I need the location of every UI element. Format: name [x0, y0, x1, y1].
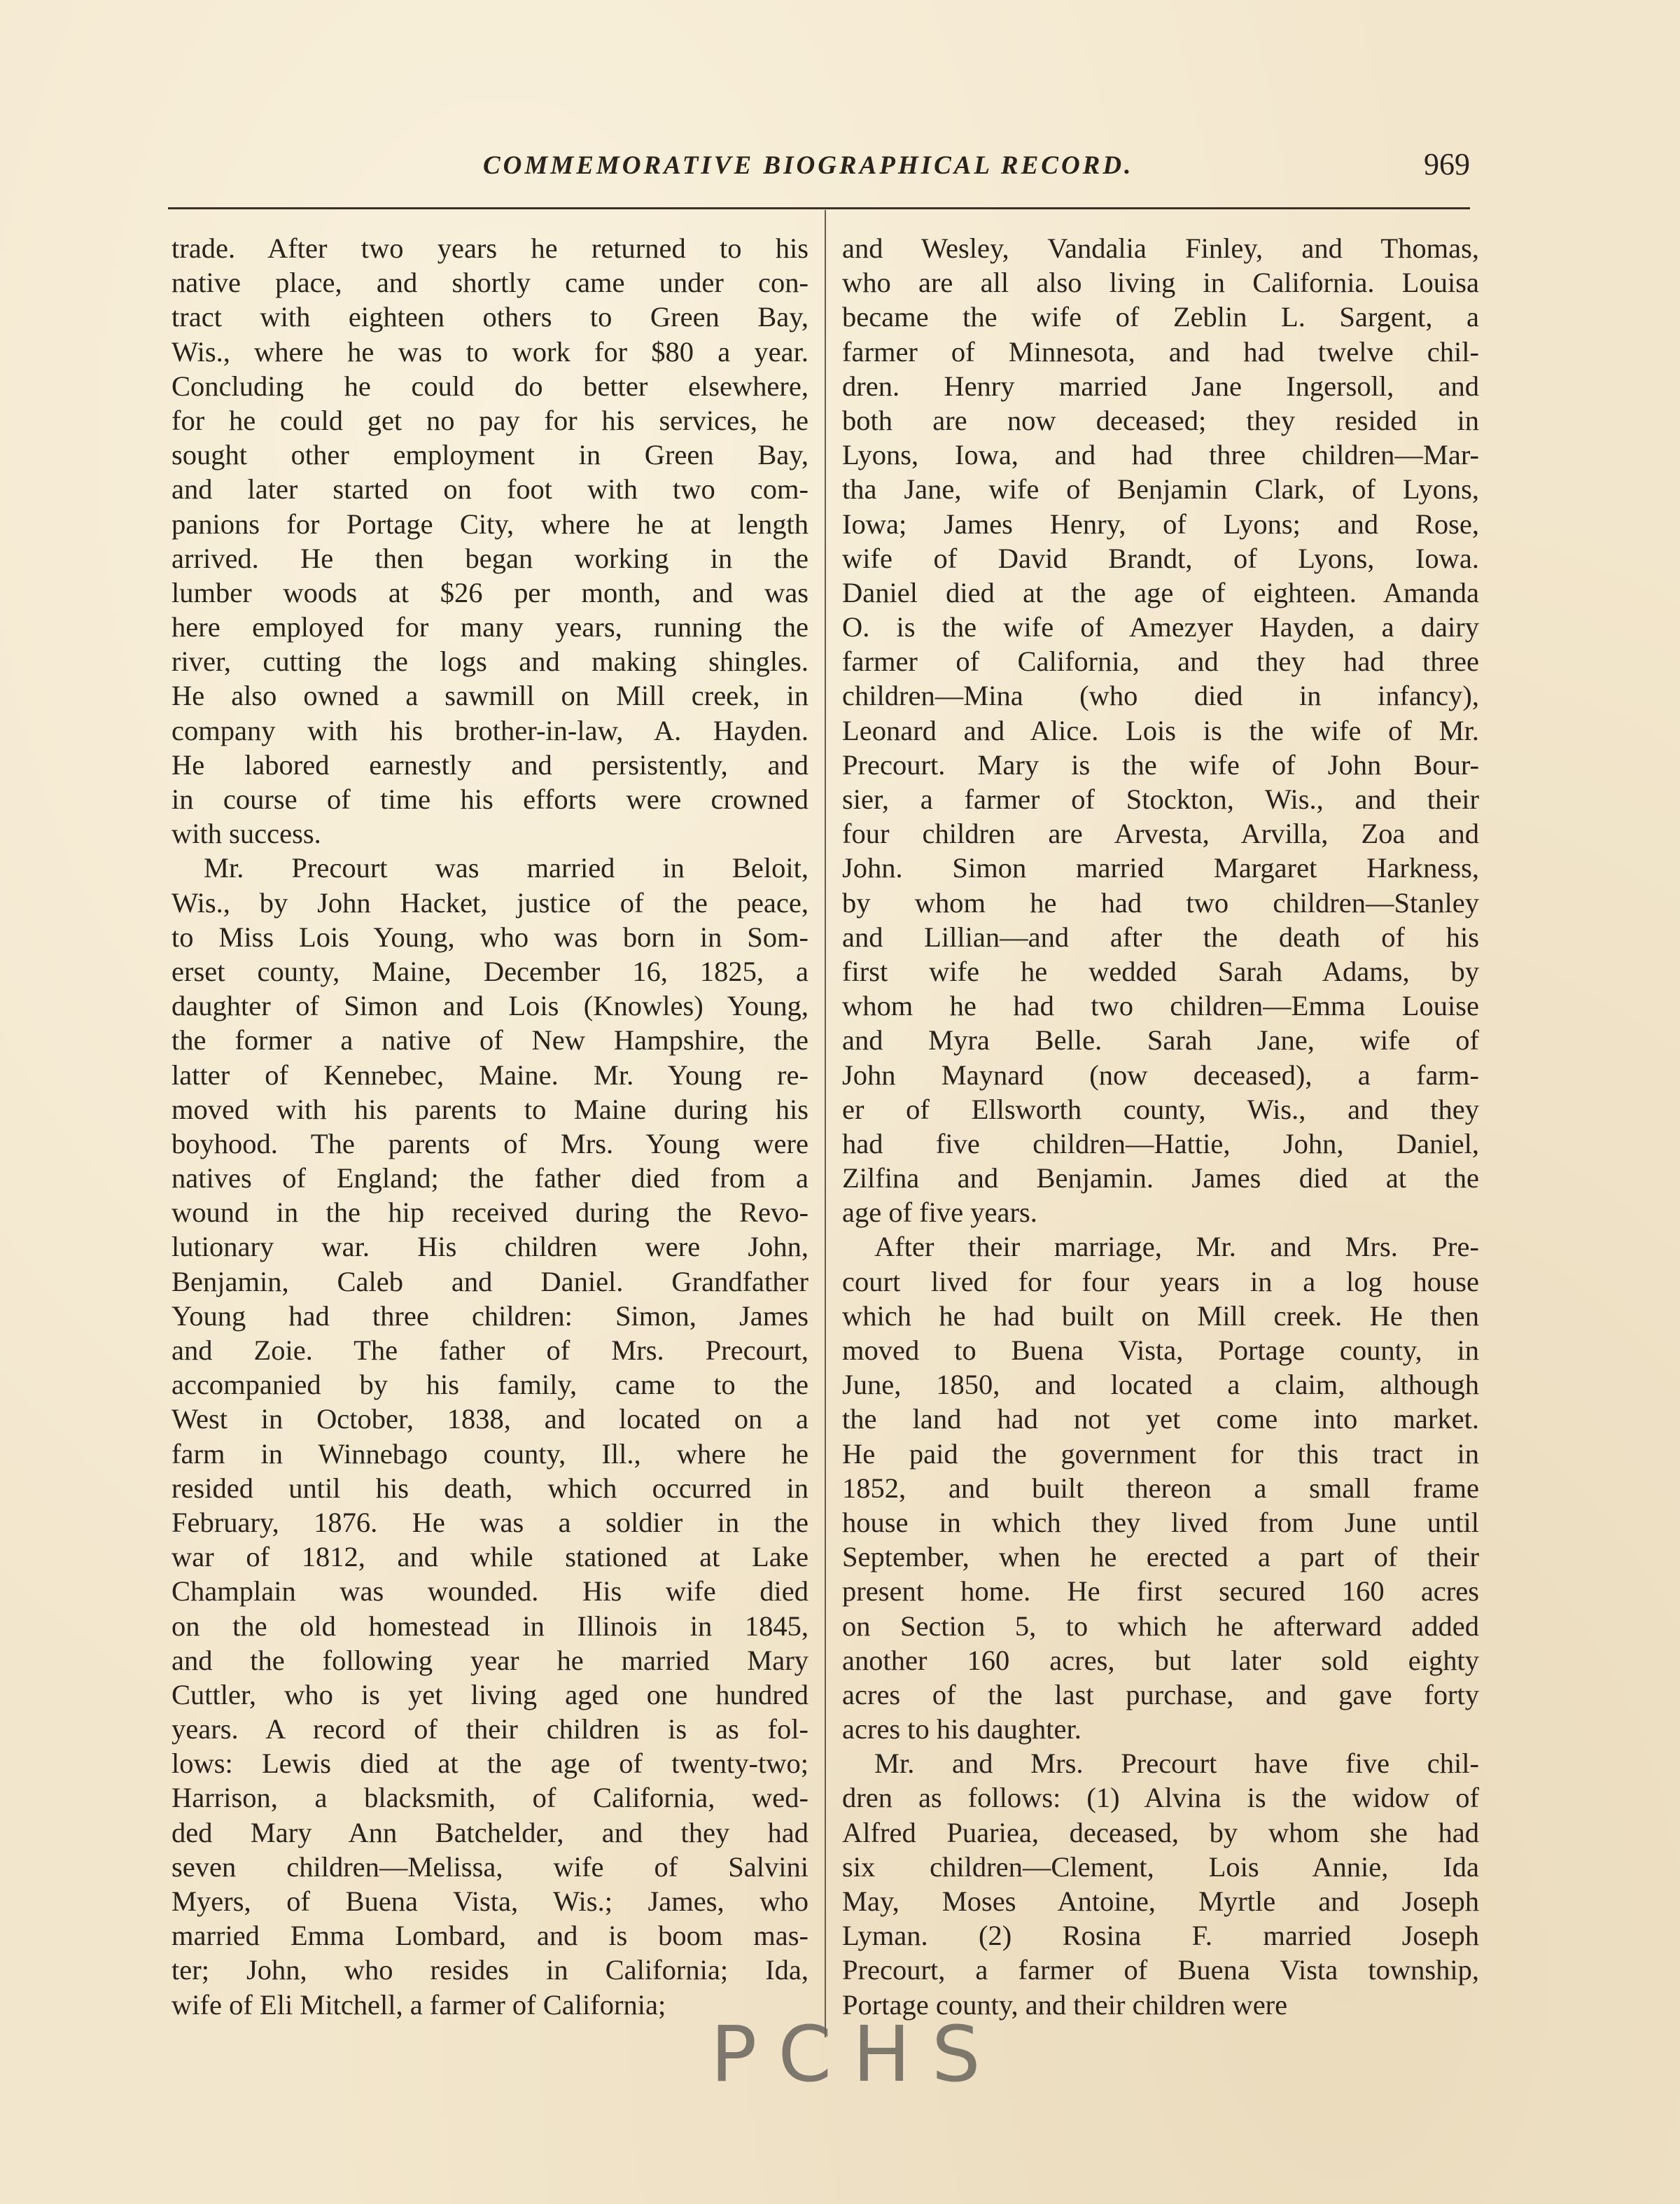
- text-line: Myers, of Buena Vista, Wis.; James, who: [172, 1885, 808, 1917]
- text-line: September, when he erected a part of their: [842, 1541, 1479, 1573]
- text-line: for he could get no pay for his services, he: [172, 404, 808, 436]
- text-line: He labored earnestly and persistently, and: [172, 748, 808, 781]
- text-line: which he had built on Mill creek. He then: [842, 1299, 1479, 1332]
- text-line: West in October, 1838, and located on a: [172, 1403, 808, 1435]
- header-rule: [168, 207, 1470, 209]
- text-line: acres to his daughter.: [842, 1713, 1082, 1745]
- text-line: erset county, Maine, December 16, 1825, a: [172, 955, 808, 987]
- text-line: became the wife of Zeblin L. Sargent, a: [842, 301, 1479, 333]
- text-line: by whom he had two children—Stanley: [842, 886, 1479, 919]
- text-line: O. is the wife of Amezyer Hayden, a dairy: [842, 611, 1479, 643]
- text-line: house in which they lived from June until: [842, 1506, 1479, 1538]
- text-line: native place, and shortly came under con-: [172, 267, 808, 299]
- text-line: lumber woods at $26 per month, and was: [172, 576, 808, 608]
- right-text-column: [842, 231, 1479, 2022]
- running-header: [168, 144, 1470, 186]
- text-line: the land had not yet come into market.: [842, 1403, 1479, 1435]
- text-line: the former a native of New Hampshire, the: [172, 1024, 808, 1056]
- text-line: Portage county, and their children were: [842, 1988, 1288, 2021]
- text-line: river, cutting the logs and making shingles.: [172, 646, 808, 678]
- text-line: Mr. and Mrs. Precourt have five chil-: [874, 1748, 1479, 1780]
- text-line: had five children—Hattie, John, Daniel,: [842, 1127, 1479, 1159]
- text-line: sier, a farmer of Stockton, Wis., and their: [842, 783, 1479, 815]
- text-line: four children are Arvesta, Arvilla, Zoa and: [842, 818, 1479, 850]
- text-line: panions for Portage City, where he at length: [172, 508, 808, 540]
- text-line: He paid the government for this tract in: [842, 1437, 1479, 1470]
- text-line: Champlain was wounded. His wife died: [172, 1575, 808, 1607]
- text-line: war of 1812, and while stationed at Lake: [172, 1541, 808, 1573]
- text-line: lutionary war. His children were John,: [172, 1231, 808, 1263]
- text-line: first wife he wedded Sarah Adams, by: [842, 955, 1479, 987]
- text-line: and Lillian—and after the death of his: [842, 921, 1479, 953]
- text-line: and the following year he married Mary: [172, 1644, 808, 1676]
- text-line: with success.: [172, 818, 321, 850]
- text-line: both are now deceased; they resided in: [842, 404, 1479, 436]
- text-line: Wis., by John Hacket, justice of the peace,: [172, 886, 808, 919]
- text-line: trade. After two years he returned to his: [172, 232, 808, 264]
- text-line: and later started on foot with two com-: [172, 473, 808, 505]
- text-line: court lived for four years in a log house: [842, 1265, 1479, 1297]
- text-line: Alfred Puariea, deceased, by whom she had: [842, 1816, 1479, 1848]
- text-line: another 160 acres, but later sold eighty: [842, 1644, 1479, 1676]
- text-line: seven children—Melissa, wife of Salvini: [172, 1850, 808, 1883]
- text-line: dren as follows: (1) Alvina is the widow of: [842, 1782, 1479, 1814]
- text-line: boyhood. The parents of Mrs. Young were: [172, 1127, 808, 1159]
- text-line: natives of England; the father died from a: [172, 1162, 808, 1194]
- text-line: lows: Lewis died at the age of twenty-two;: [172, 1748, 808, 1780]
- text-line: farmer of California, and they had three: [842, 646, 1479, 678]
- text-line: Precourt. Mary is the wife of John Bour-: [842, 748, 1479, 781]
- text-line: After their marriage, Mr. and Mrs. Pre-: [874, 1231, 1479, 1263]
- text-line: Young had three children: Simon, James: [172, 1299, 808, 1332]
- text-line: Daniel died at the age of eighteen. Amanda: [842, 576, 1479, 608]
- text-line: Precourt, a farmer of Buena Vista township,: [842, 1954, 1479, 1986]
- text-line: six children—Clement, Lois Annie, Ida: [842, 1850, 1479, 1883]
- text-line: John Maynard (now deceased), a farm-: [842, 1059, 1479, 1091]
- text-line: farm in Winnebago county, Ill., where he: [172, 1437, 808, 1470]
- text-line: who are all also living in California. Louisa: [842, 267, 1479, 299]
- text-line: Cuttler, who is yet living aged one hundred: [172, 1678, 808, 1710]
- text-line: present home. He first secured 160 acres: [842, 1575, 1479, 1607]
- text-line: whom he had two children—Emma Louise: [842, 990, 1479, 1022]
- text-line: farmer of Minnesota, and had twelve chil-: [842, 335, 1479, 368]
- text-line: acres of the last purchase, and gave forty: [842, 1678, 1479, 1710]
- text-line: years. A record of their children is as fol-: [172, 1713, 808, 1745]
- pchs-watermark: PCHS: [710, 2009, 1002, 2099]
- text-line: tha Jane, wife of Benjamin Clark, of Lyons,: [842, 473, 1479, 505]
- text-line: on Section 5, to which he afterward added: [842, 1610, 1479, 1642]
- text-line: May, Moses Antoine, Myrtle and Joseph: [842, 1885, 1479, 1917]
- text-line: tract with eighteen others to Green Bay,: [172, 301, 808, 333]
- text-line: ded Mary Ann Batchelder, and they had: [172, 1816, 808, 1848]
- text-line: on the old homestead in Illinois in 1845,: [172, 1610, 808, 1642]
- text-line: in course of time his efforts were crowned: [172, 783, 808, 815]
- text-line: Wis., where he was to work for $80 a year.: [172, 335, 808, 368]
- text-line: February, 1876. He was a soldier in the: [172, 1506, 808, 1538]
- text-line: He also owned a sawmill on Mill creek, in: [172, 680, 808, 712]
- text-line: Lyons, Iowa, and had three children—Mar-: [842, 439, 1479, 471]
- text-line: resided until his death, which occurred in: [172, 1472, 808, 1504]
- text-line: children—Mina (who died in infancy),: [842, 680, 1479, 712]
- text-line: age of five years.: [842, 1197, 1037, 1229]
- text-line: 1852, and built thereon a small frame: [842, 1472, 1479, 1504]
- text-line: arrived. He then began working in the: [172, 542, 808, 574]
- text-line: Lyman. (2) Rosina F. married Joseph: [842, 1920, 1479, 1952]
- text-line: company with his brother-in-law, A. Hayden.: [172, 714, 808, 746]
- text-line: Mr. Precourt was married in Beloit,: [204, 852, 808, 884]
- text-line: Benjamin, Caleb and Daniel. Grandfather: [172, 1265, 808, 1297]
- text-line: June, 1850, and located a claim, although: [842, 1369, 1479, 1401]
- left-text-column: [172, 231, 808, 2022]
- text-line: and Myra Belle. Sarah Jane, wife of: [842, 1024, 1479, 1056]
- text-line: married Emma Lombard, and is boom mas-: [172, 1920, 808, 1952]
- text-line: Iowa; James Henry, of Lyons; and Rose,: [842, 508, 1479, 540]
- page-number: 969: [1424, 147, 1470, 181]
- text-line: ter; John, who resides in California; Ida,: [172, 1954, 808, 1986]
- text-line: moved to Buena Vista, Portage county, in: [842, 1334, 1479, 1366]
- text-line: to Miss Lois Young, who was born in Som-: [172, 921, 808, 953]
- text-line: and Zoie. The father of Mrs. Precourt,: [172, 1334, 808, 1366]
- text-line: moved with his parents to Maine during his: [172, 1093, 808, 1125]
- text-line: latter of Kennebec, Maine. Mr. Young re-: [172, 1059, 808, 1091]
- text-line: Harrison, a blacksmith, of California, wed-: [172, 1782, 808, 1814]
- text-line: Concluding he could do better elsewhere,: [172, 370, 808, 402]
- text-line: here employed for many years, running the: [172, 611, 808, 643]
- column-divider: [825, 210, 826, 2037]
- text-line: accompanied by his family, came to the: [172, 1369, 808, 1401]
- text-line: wound in the hip received during the Revo-: [172, 1197, 808, 1229]
- running-title: COMMEMORATIVE BIOGRAPHICAL RECORD.: [483, 151, 1134, 180]
- text-line: dren. Henry married Jane Ingersoll, and: [842, 370, 1479, 402]
- text-line: John. Simon married Margaret Harkness,: [842, 852, 1479, 884]
- text-line: er of Ellsworth county, Wis., and they: [842, 1093, 1479, 1125]
- text-line: wife of David Brandt, of Lyons, Iowa.: [842, 542, 1479, 574]
- text-line: and Wesley, Vandalia Finley, and Thomas,: [842, 232, 1479, 264]
- text-line: Zilfina and Benjamin. James died at the: [842, 1162, 1479, 1194]
- text-line: daughter of Simon and Lois (Knowles) Young,: [172, 990, 808, 1022]
- text-line: wife of Eli Mitchell, a farmer of California;: [172, 1988, 666, 2021]
- text-line: Leonard and Alice. Lois is the wife of Mr.: [842, 714, 1479, 746]
- text-line: sought other employment in Green Bay,: [172, 439, 808, 471]
